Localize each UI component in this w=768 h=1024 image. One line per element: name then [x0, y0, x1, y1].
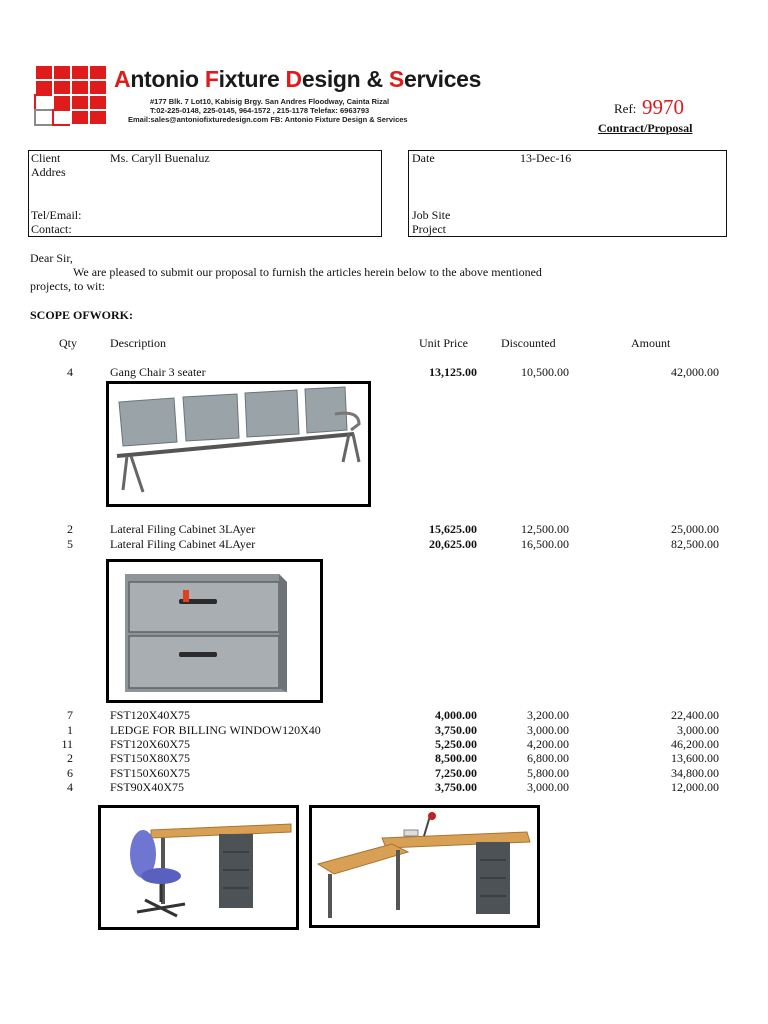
company-name	[114, 66, 481, 93]
row-amount: 12,000.00	[671, 780, 719, 794]
header-qty: Qty	[59, 336, 77, 350]
row-discounted: 12,500.00	[521, 522, 569, 536]
row-amount: 82,500.00	[671, 537, 719, 551]
l-desk-image	[312, 808, 537, 925]
row-description: FST120X40X75	[110, 708, 191, 722]
row-discounted: 5,800.00	[527, 766, 569, 780]
row-qty: 2	[67, 522, 73, 536]
client-label: Client	[31, 151, 61, 165]
date-value: 13-Dec-16	[520, 151, 572, 165]
project-label: Project	[412, 222, 446, 236]
intro-line-1: We are pleased to submit our proposal to furnish the articles herein below to the above mentioned	[73, 265, 542, 279]
row-qty: 7	[67, 708, 73, 722]
row-discounted: 3,200.00	[527, 708, 569, 722]
row-qty: 2	[67, 751, 73, 765]
row-discounted: 4,200.00	[527, 737, 569, 751]
row-unit-price: 3,750.00	[435, 723, 477, 737]
company-phones: T:02-225-0148, 225-0145, 964-1572 , 215-1178 Telefax: 6963793	[150, 106, 370, 115]
name-initial: A	[114, 66, 131, 92]
office-desk-image	[101, 808, 296, 927]
client-value: Ms. Caryll Buenaluz	[110, 151, 210, 165]
company-email: Email:sales@antoniofixturedesign.com FB: Antonio Fixture Design & Services	[128, 115, 408, 124]
row-amount: 42,000.00	[671, 365, 719, 379]
row-unit-price: 5,250.00	[435, 737, 477, 751]
row-unit-price: 13,125.00	[429, 365, 477, 379]
row-qty: 4	[67, 365, 73, 379]
row-qty: 6	[67, 766, 73, 780]
row-unit-price: 7,250.00	[435, 766, 477, 780]
row-description: FST150X80X75	[110, 751, 191, 765]
row-unit-price: 15,625.00	[429, 522, 477, 536]
scope-heading: SCOPE OFWORK:	[30, 308, 134, 322]
row-description: FST90X40X75	[110, 780, 185, 794]
logo-square	[52, 109, 72, 126]
company-address: #177 Blk. 7 Lot10, Kabisig Brgy. San Andres Floodway, Cainta Rizal	[150, 97, 390, 106]
logo-square	[88, 109, 108, 126]
company-logo	[34, 64, 108, 126]
row-qty: 4	[67, 780, 73, 794]
name-part: ntonio	[130, 66, 205, 92]
row-amount: 25,000.00	[671, 522, 719, 536]
header-amount: Amount	[631, 336, 671, 350]
intro-line-2: projects, to wit:	[30, 279, 105, 293]
name-part: ervices	[403, 66, 482, 92]
row-discounted: 3,000.00	[527, 723, 569, 737]
ref-label: Ref:	[614, 101, 637, 116]
row-qty: 1	[67, 723, 73, 737]
filing-cabinet-image	[109, 562, 320, 700]
row-amount: 34,800.00	[671, 766, 719, 780]
name-initial: S	[388, 66, 404, 92]
row-amount: 3,000.00	[677, 723, 719, 737]
name-initial: D	[285, 66, 302, 92]
row-qty: 5	[67, 537, 73, 551]
header-discounted: Discounted	[501, 336, 556, 350]
row-amount: 46,200.00	[671, 737, 719, 751]
row-description: Lateral Filing Cabinet 3LAyer	[110, 522, 256, 536]
address-label: Addres	[31, 165, 66, 179]
row-unit-price: 20,625.00	[429, 537, 477, 551]
name-part: ixture	[218, 66, 286, 92]
row-description: FST150X60X75	[110, 766, 191, 780]
row-description: Gang Chair 3 seater	[110, 365, 206, 379]
document-type: Contract/Proposal	[598, 121, 693, 135]
row-amount: 22,400.00	[671, 708, 719, 722]
header-unit-price: Unit Price	[419, 336, 468, 350]
gang-chair-image	[109, 384, 368, 504]
row-unit-price: 8,500.00	[435, 751, 477, 765]
row-description: LEDGE FOR BILLING WINDOW120X40	[110, 723, 321, 737]
row-unit-price: 4,000.00	[435, 708, 477, 722]
tel-email-label: Tel/Email:	[31, 208, 82, 222]
contact-label: Contact:	[31, 222, 72, 236]
row-amount: 13,600.00	[671, 751, 719, 765]
l-desk-photo	[309, 805, 540, 928]
header-description: Description	[110, 336, 166, 350]
ref-number: 9970	[642, 95, 684, 119]
name-initial: F	[204, 66, 219, 92]
row-discounted: 3,000.00	[527, 780, 569, 794]
office-desk-photo	[98, 805, 299, 930]
row-discounted: 16,500.00	[521, 537, 569, 551]
name-part: esign &	[301, 66, 389, 92]
date-label: Date	[412, 151, 435, 165]
job-site-label: Job Site	[412, 208, 451, 222]
row-qty: 11	[61, 737, 73, 751]
salutation: Dear Sir,	[30, 251, 73, 265]
gang-chair-photo	[106, 381, 371, 507]
row-description: Lateral Filing Cabinet 4LAyer	[110, 537, 256, 551]
row-discounted: 6,800.00	[527, 751, 569, 765]
logo-square	[34, 109, 54, 126]
row-discounted: 10,500.00	[521, 365, 569, 379]
row-description: FST120X60X75	[110, 737, 191, 751]
row-unit-price: 3,750.00	[435, 780, 477, 794]
filing-cabinet-photo	[106, 559, 323, 703]
logo-square	[70, 109, 90, 126]
